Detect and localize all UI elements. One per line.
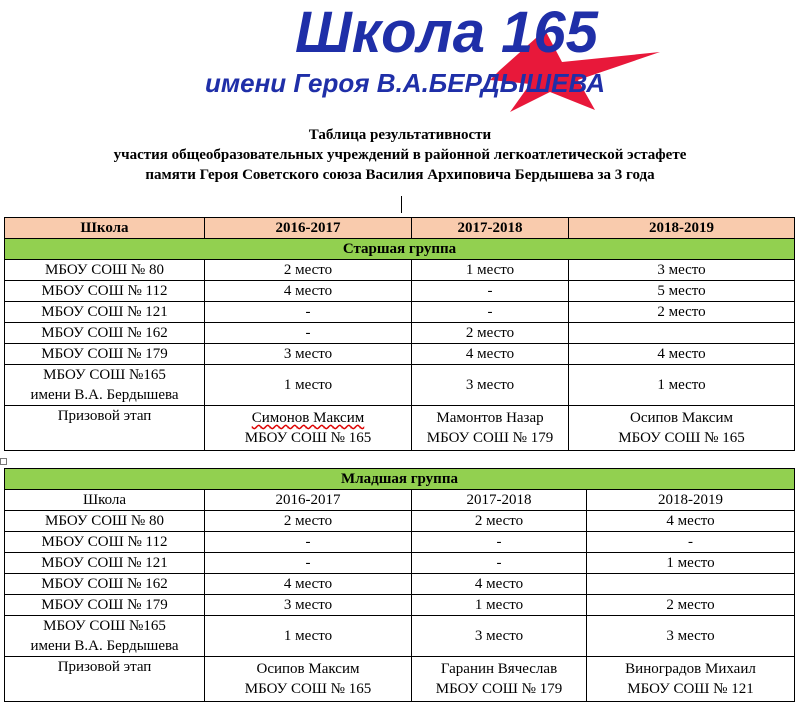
result-cell: 3 место xyxy=(412,365,569,406)
school-cell: МБОУ СОШ № 179 xyxy=(5,344,205,365)
title-line-3: памяти Героя Советского союза Василия Архиповича Бердышева за 3 года xyxy=(145,167,655,183)
prize-cell xyxy=(587,657,795,702)
red-star-icon xyxy=(200,0,660,118)
winner-school: МБОУ СОШ № 165 xyxy=(244,430,372,446)
header-school: Школа xyxy=(5,490,205,511)
result-cell: 1 место xyxy=(412,260,569,281)
result-cell: - xyxy=(205,532,412,553)
school-cell: МБОУ СОШ № 121 xyxy=(5,302,205,323)
prize-row xyxy=(5,657,795,702)
result-cell: 4 место xyxy=(205,281,412,302)
document-title xyxy=(0,125,800,185)
table-header-row xyxy=(5,218,795,239)
school-cell: МБОУ СОШ № 162 xyxy=(5,323,205,344)
table-row xyxy=(5,365,795,406)
result-cell: - xyxy=(412,553,587,574)
result-cell xyxy=(587,574,795,595)
winner-school: МБОУ СОШ № 165 xyxy=(244,681,372,697)
result-cell: - xyxy=(587,532,795,553)
winner-name: Мамонтов Назар xyxy=(436,410,544,426)
table-header-row xyxy=(5,490,795,511)
header-year-2: 2017-2018 xyxy=(412,490,587,511)
table-anchor-marker xyxy=(0,458,7,465)
school-cell: МБОУ СОШ № 80 xyxy=(5,511,205,532)
winner-name: Симонов Максим xyxy=(251,410,365,426)
result-cell: - xyxy=(205,323,412,344)
table-row xyxy=(5,532,795,553)
winner-name: Осипов Максим xyxy=(256,661,360,677)
table-row xyxy=(5,574,795,595)
school-name-line-1: МБОУ СОШ №165 xyxy=(43,367,166,383)
result-cell: - xyxy=(412,281,569,302)
school-cell: МБОУ СОШ № 121 xyxy=(5,553,205,574)
winner-school: МБОУ СОШ № 165 xyxy=(618,430,745,446)
school-cell: МБОУ СОШ № 80 xyxy=(5,260,205,281)
prize-label: Призовой этап xyxy=(5,657,205,702)
group-title-senior: Старшая группа xyxy=(5,239,795,260)
result-cell: 1 место xyxy=(412,595,587,616)
school-cell: МБОУ СОШ № 112 xyxy=(5,281,205,302)
header-year-1: 2016-2017 xyxy=(205,490,412,511)
prize-cell xyxy=(205,657,412,702)
result-cell: 2 место xyxy=(412,511,587,532)
logo-sub-text: имени Героя В.А.БЕРДЫШЕВА xyxy=(205,68,606,98)
school-cell: МБОУ СОШ № 179 xyxy=(5,595,205,616)
result-cell: 3 место xyxy=(587,616,795,657)
result-cell: 2 место xyxy=(412,323,569,344)
result-cell: 3 место xyxy=(569,260,795,281)
group-title-junior: Младшая группа xyxy=(5,469,795,490)
result-cell: 4 место xyxy=(205,574,412,595)
result-cell: 3 место xyxy=(205,344,412,365)
result-cell: 1 место xyxy=(569,365,795,406)
table-row xyxy=(5,511,795,532)
result-cell: - xyxy=(412,532,587,553)
result-cell: 5 место xyxy=(569,281,795,302)
table-row xyxy=(5,323,795,344)
title-line-1: Таблица результативности xyxy=(308,127,492,143)
school-cell: МБОУ СОШ № 112 xyxy=(5,532,205,553)
header-year-2: 2017-2018 xyxy=(412,218,569,239)
title-line-2: участия общеобразовательных учреждений в районной легкоатлетической эстафете xyxy=(113,147,687,163)
winner-name: Гаранин Вячеслав xyxy=(440,661,558,677)
result-cell: 1 место xyxy=(205,365,412,406)
result-cell: 1 место xyxy=(587,553,795,574)
group-row-senior xyxy=(5,239,795,260)
result-cell: - xyxy=(205,302,412,323)
prize-cell xyxy=(569,406,795,451)
result-cell: 1 место xyxy=(205,616,412,657)
result-cell: 2 место xyxy=(205,511,412,532)
result-cell: 2 место xyxy=(205,260,412,281)
result-cell: - xyxy=(412,302,569,323)
school-name-line-2: имени В.А. Бердышева xyxy=(30,387,179,403)
header-school: Школа xyxy=(5,218,205,239)
winner-school: МБОУ СОШ № 179 xyxy=(435,681,563,697)
school-cell-named xyxy=(5,365,205,406)
school-name-line-1: МБОУ СОШ №165 xyxy=(43,618,166,634)
senior-results-table xyxy=(4,217,795,451)
winner-school: МБОУ СОШ № 179 xyxy=(426,430,554,446)
result-cell: 4 место xyxy=(412,574,587,595)
result-cell: - xyxy=(205,553,412,574)
header-year-3: 2018-2019 xyxy=(569,218,795,239)
school-name-line-2: имени В.А. Бердышева xyxy=(30,638,179,654)
winner-name: Виноградов Михаил xyxy=(625,661,756,677)
prize-cell xyxy=(205,406,412,451)
prize-cell xyxy=(412,657,587,702)
result-cell: 4 место xyxy=(587,511,795,532)
result-cell xyxy=(569,323,795,344)
result-cell: 2 место xyxy=(587,595,795,616)
result-cell: 2 место xyxy=(569,302,795,323)
result-cell: 4 место xyxy=(412,344,569,365)
result-cell: 3 место xyxy=(205,595,412,616)
table-row xyxy=(5,302,795,323)
school-logo xyxy=(200,0,660,118)
header-year-1: 2016-2017 xyxy=(205,218,412,239)
table-row xyxy=(5,553,795,574)
prize-cell xyxy=(412,406,569,451)
result-cell: 3 место xyxy=(412,616,587,657)
header-year-3: 2018-2019 xyxy=(587,490,795,511)
group-row-junior xyxy=(5,469,795,490)
table-row xyxy=(5,616,795,657)
prize-label: Призовой этап xyxy=(5,406,205,451)
school-cell-named xyxy=(5,616,205,657)
prize-row xyxy=(5,406,795,451)
winner-name: Осипов Максим xyxy=(630,410,733,426)
junior-results-table xyxy=(4,468,795,702)
table-row xyxy=(5,344,795,365)
school-cell: МБОУ СОШ № 162 xyxy=(5,574,205,595)
table-row xyxy=(5,595,795,616)
winner-school: МБОУ СОШ № 121 xyxy=(627,681,754,697)
result-cell: 4 место xyxy=(569,344,795,365)
table-row xyxy=(5,281,795,302)
text-cursor xyxy=(401,196,402,213)
table-row xyxy=(5,260,795,281)
logo-main-text: Школа 165 xyxy=(295,0,598,65)
